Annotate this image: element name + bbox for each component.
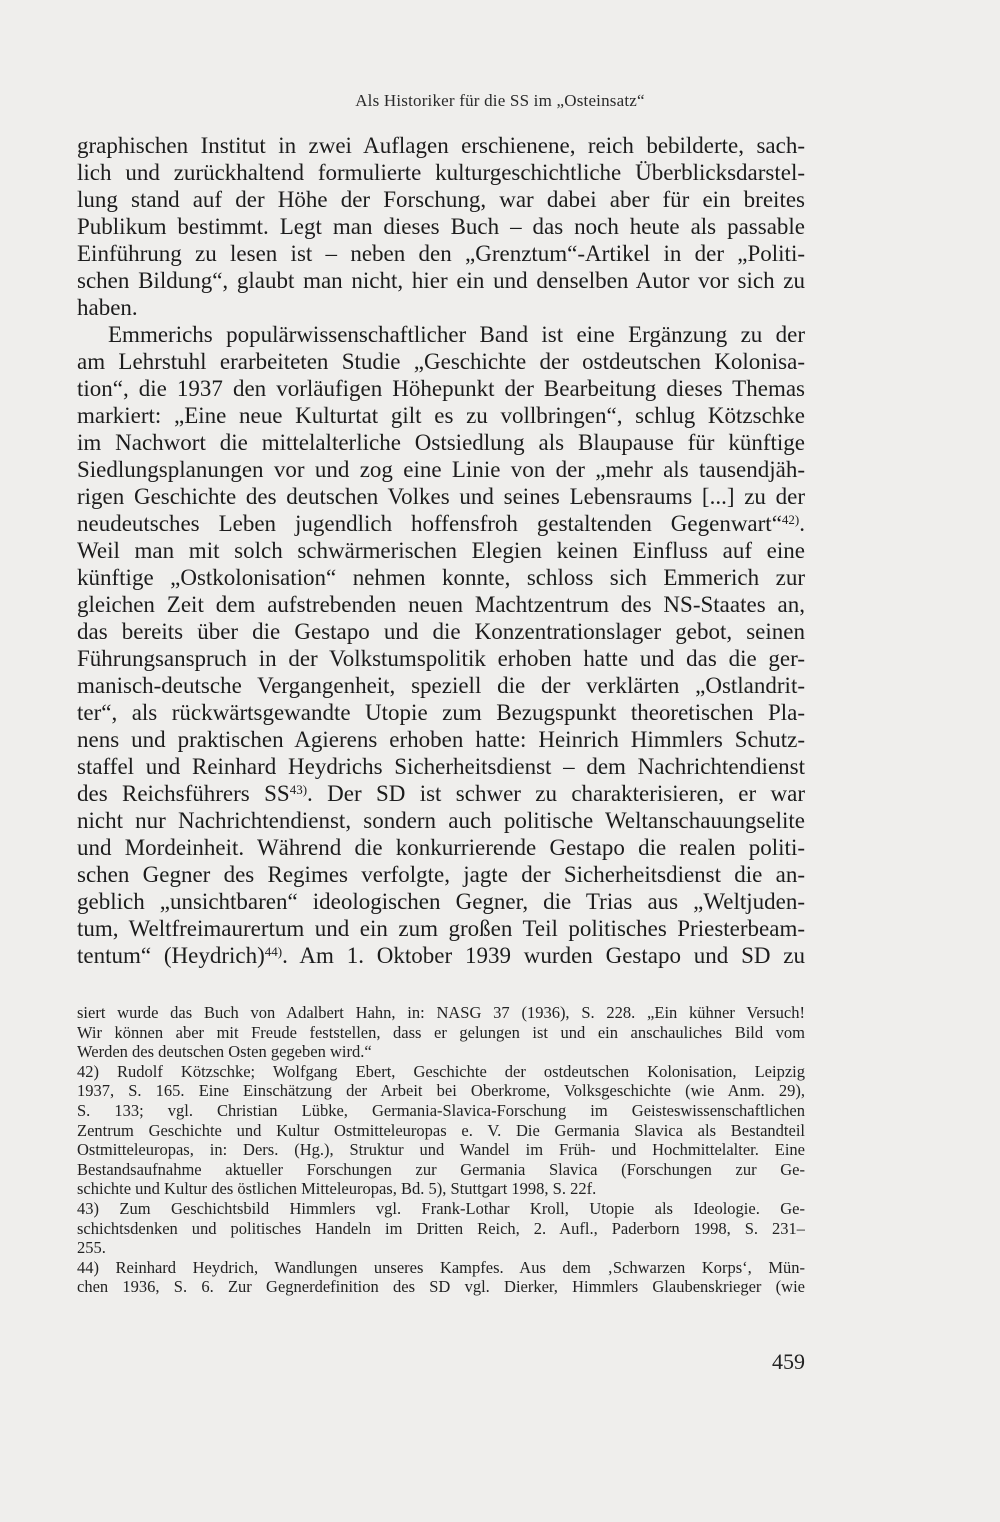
body-line [77, 861, 805, 888]
body-line [77, 753, 805, 780]
footnote-line: schichtsdenken und politisches Handeln im Dritten Reich, 2. Aufl., Paderborn 1998, S. 231– [77, 1218, 805, 1238]
body-line [77, 537, 805, 564]
body-line-text: markiert: „Eine neue Kulturtat gilt es zu vollbringen“, schlug Kötzschke [77, 403, 805, 428]
footnote-reference[interactable]: 42) [781, 512, 800, 527]
body-line-text: schen Bildung“, glaubt man nicht, hier ein und denselben Autor vor sich zu [77, 268, 805, 293]
footnote-line: 43) Zum Geschichtsbild Himmlers vgl. Frank-Lothar Kroll, Utopie als Ideologie. Ge- [77, 1198, 805, 1218]
footnote-line: siert wurde das Buch von Adalbert Hahn, in: NASG 37 (1936), S. 228. „Ein kühner Versuch! [77, 1003, 805, 1022]
footnote-line: chen 1936, S. 6. Zur Gegnerdefinition des SD vgl. Dierker, Himmlers Glaubenskrieger (wie [77, 1277, 805, 1297]
body-line [77, 375, 805, 402]
page-number: 459 [772, 1349, 805, 1374]
footnote-reference[interactable]: 44) [264, 944, 283, 959]
body-line [77, 672, 805, 699]
body-line [77, 564, 805, 591]
body-line [77, 834, 805, 861]
body-line-text: schen Gegner des Regimes verfolgte, jagte der Sicherheitsdienst die an- [77, 862, 805, 887]
body-line [77, 348, 805, 375]
footnote-line: 42) Rudolf Kötzschke; Wolfgang Ebert, Geschichte der ostdeutschen Kolonisation, Leipzig [77, 1061, 805, 1081]
footnote-line: 1937, S. 165. Eine Einschätzung der Arbeit bei Oberkrome, Volksgeschichte (wie Anm. 29), [77, 1081, 805, 1101]
body-line-text: neudeutsches Leben jugendlich hoffensfroh gestaltenden Gegenwart“ [77, 511, 782, 536]
body-line-text: staffel und Reinhard Heydrichs Sicherheitsdienst – dem Nachrichtendienst [77, 754, 805, 779]
body-line [77, 213, 805, 240]
body-line-text: tion“, die 1937 den vorläufigen Höhepunkt der Bearbeitung dieses Themas [77, 376, 805, 401]
footnote-reference[interactable]: 43) [289, 782, 308, 797]
body-line-text: am Lehrstuhl erarbeiteten Studie „Geschichte der ostdeutschen Kolonisa- [77, 349, 805, 374]
body-line-text: lich und zurückhaltend formulierte kulturgeschichtliche Überblicksdarstel- [77, 160, 805, 185]
body-line-text: Publikum bestimmt. Legt man dieses Buch – das noch heute als passable [77, 214, 805, 239]
body-line [77, 186, 805, 213]
body-line [77, 159, 805, 186]
body-line-text: Weil man mit solch schwärmerischen Elegien keinen Einfluss auf eine [77, 538, 805, 563]
body-line-text-continued: . Der SD ist schwer zu charakterisieren, er war [307, 781, 805, 806]
body-line [77, 645, 805, 672]
body-line [77, 915, 805, 942]
body-line [77, 780, 805, 807]
body-line-text: Siedlungsplanungen vor und zog eine Linie von der „mehr als tausendjäh- [77, 457, 805, 482]
body-line [77, 807, 805, 834]
body-line-text: tentum“ (Heydrich) [77, 943, 265, 968]
body-line [77, 402, 805, 429]
body-line [77, 888, 805, 915]
body-line [77, 294, 805, 321]
body-line [77, 591, 805, 618]
body-line-text: Emmerichs populärwissenschaftlicher Band ist eine Ergänzung zu der [108, 322, 805, 347]
body-line-text: nicht nur Nachrichtendienst, sondern auch politische Weltanschauungselite [77, 808, 805, 833]
body-line [77, 618, 805, 645]
body-line-text: rigen Geschichte des deutschen Volkes und seines Lebensraums [...] zu der [77, 484, 805, 509]
footnote-line: S. 133; vgl. Christian Lübke, Germania-Slavica-Forschung im Geisteswissenschaftlichen [77, 1100, 805, 1120]
body-line [77, 699, 805, 726]
body-line-text: gleichen Zeit dem aufstrebenden neuen Machtzentrum des NS-Staates an, [77, 592, 805, 617]
footnotes [77, 1003, 805, 1297]
body-line-text: des Reichsführers SS [77, 781, 290, 806]
body-line [77, 429, 805, 456]
running-head: Als Historiker für die SS im „Osteinsatz“ [355, 91, 645, 110]
body-line [77, 132, 805, 159]
body-line [77, 726, 805, 753]
footnote-line: Wir können aber mit Freude feststellen, dass er gelungen ist und ein anschauliches Bild vom [77, 1022, 805, 1042]
footnote-line: 44) Reinhard Heydrich, Wandlungen unseres Kampfes. Aus dem ‚Schwarzen Korps‘, Mün- [77, 1257, 805, 1277]
footnote-line: Bestandsaufnahme aktueller Forschungen zur Germania Slavica (Forschungen zur Ge- [77, 1159, 805, 1179]
body-line-text: Einführung zu lesen ist – neben den „Grenztum“-Artikel in der „Politi- [77, 241, 805, 266]
footnote-line: 255. [77, 1238, 106, 1258]
body-line-text-continued: . Am 1. Oktober 1939 wurden Gestapo und SD zu [282, 943, 805, 968]
body-line [77, 942, 805, 969]
footnote-line: Zentrum Geschichte und Kultur Ostmitteleuropas e. V. Die Germania Slavica als Bestandteil [77, 1120, 805, 1140]
footnote-line: schichte und Kultur des östlichen Mitteleuropas, Bd. 5), Stuttgart 1998, S. 22f. [77, 1179, 597, 1199]
body-line [77, 483, 805, 510]
body-line-text: nens und praktischen Agierens erhoben hatte: Heinrich Himmlers Schutz- [77, 727, 805, 752]
body-line-text: und Mordeinheit. Während die konkurrierende Gestapo die realen politi- [77, 835, 805, 860]
body-line-text: im Nachwort die mittelalterliche Ostsiedlung als Blaupause für künftige [77, 430, 805, 455]
body-line [77, 321, 805, 348]
body-line-text: Führungsanspruch in der Volkstumspolitik erhoben hatte und das die ger- [77, 646, 805, 671]
footnote-line: Werden des deutschen Osten gegeben wird.“ [77, 1042, 372, 1062]
body-line-text: künftige „Ostkolonisation“ nehmen konnte, schloss sich Emmerich zur [77, 565, 805, 590]
main-text [77, 132, 805, 969]
body-line-text-continued: . [799, 511, 805, 536]
body-line-text: manisch-deutsche Vergangenheit, speziell die der verklärten „Ostlandrit- [77, 673, 805, 698]
body-line-text: haben. [77, 295, 138, 320]
body-line-text: tum, Weltfreimaurertum und ein zum großen Teil politisches Priesterbeam- [77, 916, 805, 941]
body-line [77, 510, 805, 537]
body-line [77, 267, 805, 294]
footnote-line: Ostmitteleuropas, in: Ders. (Hg.), Struktur und Wandel im Früh- und Hochmittelalter. Eine [77, 1140, 805, 1160]
body-line-text: lung stand auf der Höhe der Forschung, war dabei aber für ein breites [77, 187, 805, 212]
body-line-text: graphischen Institut in zwei Auflagen erschienene, reich bebilderte, sach- [77, 133, 805, 158]
body-line-text: das bereits über die Gestapo und die Konzentrationslager gebot, seinen [77, 619, 805, 644]
body-line [77, 456, 805, 483]
body-line [77, 240, 805, 267]
body-line-text: geblich „unsichtbaren“ ideologischen Gegner, die Trias aus „Weltjuden- [77, 889, 805, 914]
body-line-text: ter“, als rückwärtsgewandte Utopie zum Bezugspunkt theoretischen Pla- [77, 700, 805, 725]
